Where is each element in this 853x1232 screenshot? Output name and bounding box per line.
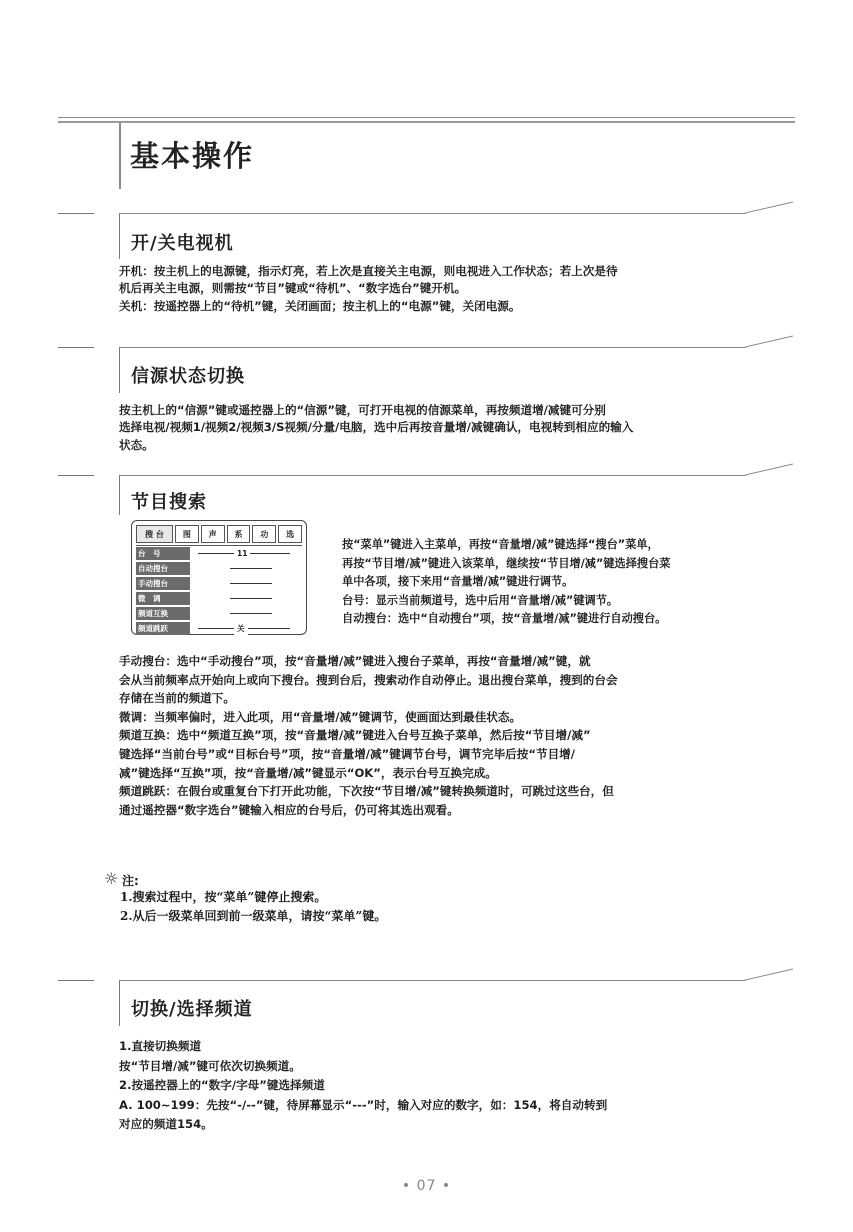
osd-tab: 声 — [201, 525, 225, 543]
osd-row-label: 台 号 — [136, 547, 190, 560]
section-vbar — [119, 347, 120, 393]
text-line: 按“节目增/减”键可依次切换频道。 — [119, 1058, 301, 1073]
page-number: • 07 • — [401, 1178, 452, 1194]
osd-tab: 系 — [227, 525, 251, 543]
top-rule-thick — [58, 121, 795, 123]
note-title: 注: — [122, 874, 139, 888]
text-line: 键选择“当前台号”或“目标台号”项，按“音量增/减”键调节台号，调节完毕后按“节目增/ — [119, 746, 575, 761]
osd-row — [136, 546, 302, 561]
section-rule-tail — [745, 967, 795, 982]
section-vbar — [119, 980, 120, 1026]
text-line: 减”键选择“互换”项，按“音量增/减”键显示“OK”，表示台号互换完成。 — [119, 765, 497, 780]
osd-row-label: 手动搜台 — [136, 577, 190, 590]
osd-row — [136, 621, 302, 636]
osd-menu-illustration — [131, 520, 307, 635]
text-line: 频道跳跃：在假台或重复台下打开此功能，下次按“节目增/减”键转换频道时，可跳过这些台，但 — [119, 784, 614, 799]
osd-tab: 搜 台 — [136, 525, 173, 543]
text-line: 手动搜台：选中“手动搜台”项，按“音量增/减”键进入搜台子菜单，再按“音量增/减”键，就 — [119, 654, 591, 668]
osd-row-label: 频道跳跃 — [136, 622, 190, 635]
osd-row-value: 关 — [234, 622, 248, 635]
text-line: 存储在当前的频道下。 — [119, 691, 235, 706]
text-line: 按“菜单”键进入主菜单，再按“音量增/减”键选择“搜台”菜单， — [342, 538, 659, 551]
text-line: 开机：按主机上的电源键，指示灯亮，若上次是直接关主电源，则电视进入工作状态；若上次是待 — [119, 264, 618, 278]
search-paragraph — [119, 652, 799, 819]
osd-row-label: 频道互换 — [136, 607, 190, 620]
title-divider — [119, 123, 121, 189]
note-item: 1.搜索过程中，按“菜单”键停止搜索。 — [120, 890, 327, 904]
switch-paragraph — [119, 1037, 799, 1135]
text-line: 单中各项，接下来用“音量增/减”键进行调节。 — [342, 575, 574, 588]
osd-row — [136, 606, 302, 621]
note-list — [120, 888, 386, 926]
text-line: 按主机上的“信源”键或遥控器上的“信源”键，可打开电视的信源菜单，再按频道增/减键可分别 — [119, 403, 606, 417]
text-line: 对应的频道154。 — [119, 1117, 213, 1131]
osd-row-value: 11 — [234, 547, 250, 560]
osd-row-label: 自动搜台 — [136, 562, 190, 575]
text-line: 自动搜台：选中“自动搜台”项，按“音量增/减”键进行自动搜台。 — [342, 612, 667, 625]
osd-row — [136, 591, 302, 606]
section-heading-switch: 切换/选择频道 — [131, 999, 253, 1020]
osd-tab: 功 — [252, 525, 276, 543]
sun-icon: ☼ — [104, 869, 119, 888]
section-rule-tail — [745, 334, 795, 349]
section-heading-source: 信源状态切换 — [131, 366, 245, 387]
section-dash — [58, 980, 94, 981]
text-line: 通过遥控器“数字选台”键输入相应的台号后，仍可将其选出观看。 — [119, 802, 459, 817]
note-item: 2.从后一级菜单回到前一级菜单，请按“菜单”键。 — [120, 909, 387, 923]
section-rule — [120, 475, 746, 476]
text-line: A. 100~199：先按“-/--”键，待屏幕显示“---”时，输入对应的数字，如：154，将自动转到 — [119, 1097, 608, 1112]
text-line: 再按“节目增/减”键进入该菜单，继续按“节目增/减”键选择搜台菜 — [342, 556, 671, 570]
text-line: 选择电视/视频1/视频2/视频3/S视频/分量/电脑，选中后再按音量增/减键确认，电视转到相应的输入 — [119, 420, 634, 435]
text-line: 状态。 — [119, 437, 154, 452]
text-line: 关机：按遥控器上的“待机”键，关闭画面；按主机上的“电源”键，关闭电源。 — [119, 298, 521, 313]
osd-row — [136, 576, 302, 591]
text-line: 台号：显示当前频道号，选中后用“音量增/减”键调节。 — [342, 593, 619, 607]
section-rule — [120, 213, 746, 214]
section-heading-search: 节目搜索 — [131, 492, 207, 513]
osd-tab: 选 — [278, 525, 302, 543]
section-heading-power: 开/关电视机 — [131, 233, 234, 254]
section-dash — [58, 347, 94, 348]
section-dash — [58, 475, 94, 476]
section-rule — [120, 347, 746, 348]
section-dash — [58, 213, 94, 214]
text-line: 频道互换：选中“频道互换”项，按“音量增/减”键进入台号互换子菜单，然后按“节目增/减” — [119, 728, 591, 743]
osd-row — [136, 561, 302, 576]
page-title: 基本操作 — [130, 139, 255, 173]
text-line: 会从当前频率点开始向上或向下搜台。搜到台后，搜索动作自动停止。退出搜台菜单，搜到的台会 — [119, 672, 618, 687]
section-rule-tail — [745, 462, 795, 477]
text-line: 机后再关主电源，则需按“节目”键或“待机”、“数字选台”键开机。 — [119, 281, 467, 296]
section-vbar — [119, 213, 120, 259]
osd-row-label: 微 调 — [136, 592, 190, 605]
power-paragraph — [119, 263, 799, 315]
osd-tab: 图 — [175, 525, 199, 543]
text-line: 1.直接切换频道 — [119, 1039, 202, 1053]
section-vbar — [119, 475, 120, 515]
section-rule-tail — [745, 200, 795, 215]
osd-rows — [136, 545, 302, 636]
top-rule — [58, 117, 795, 118]
source-paragraph — [119, 402, 809, 454]
section-rule — [120, 980, 746, 981]
text-line: 2.按遥控器上的“数字/字母”键选择频道 — [119, 1078, 325, 1092]
search-side-text — [342, 536, 812, 629]
osd-tab-bar — [136, 525, 302, 543]
text-line: 微调：当频率偏时，进入此项，用“音量增/减”键调节，使画面达到最佳状态。 — [119, 709, 522, 724]
